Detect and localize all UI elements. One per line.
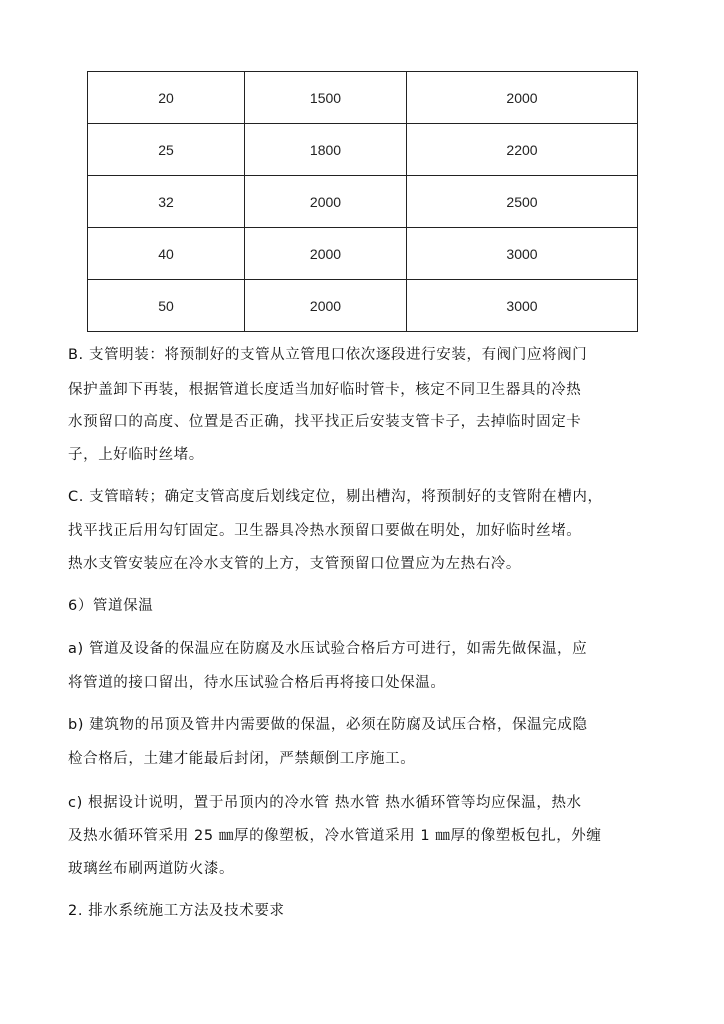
paragraph-b-line: 水预留口的高度、位置是否正确，找平找正后安装支管卡子，去掉临时固定卡 bbox=[68, 414, 582, 430]
paragraph-c-line: C. 支管暗转；确定支管高度后划线定位，剔出槽沟，将预制好的支管附在槽内， bbox=[68, 489, 603, 505]
paragraph-c-line: 热水支管安装应在冷水支管的上方，支管预留口位置应为左热右冷。 bbox=[68, 556, 521, 572]
table-cell: 25 bbox=[88, 124, 245, 176]
table-cell: 50 bbox=[88, 280, 245, 332]
section-heading: 6）管道保温 bbox=[68, 598, 154, 614]
table-cell: 2500 bbox=[407, 176, 638, 228]
table-cell: 2000 bbox=[245, 176, 407, 228]
paragraph-a-line: a) 管道及设备的保温应在防腐及水压试验合格后方可进行，如需先做保温，应 bbox=[68, 641, 588, 657]
table-cell: 2000 bbox=[407, 72, 638, 124]
table-cell: 40 bbox=[88, 228, 245, 280]
paragraph-c-line: 找平找正后用勾钉固定。卫生器具冷热水预留口要做在明处，加好临时丝堵。 bbox=[68, 523, 582, 539]
table-cell: 1500 bbox=[245, 72, 407, 124]
table-cell: 3000 bbox=[407, 228, 638, 280]
paragraph-b2-line: b) 建筑物的吊顶及管井内需要做的保温，必须在防腐及试压合格，保温完成隐 bbox=[68, 717, 588, 733]
table-cell: 1800 bbox=[245, 124, 407, 176]
section-heading: 2. 排水系统施工方法及技术要求 bbox=[68, 903, 285, 919]
pipe-support-spacing-table bbox=[87, 71, 638, 332]
table-row bbox=[88, 176, 638, 228]
paragraph-b-line: B. 支管明装：将预制好的支管从立管甩口依次逐段进行安装，有阀门应将阀门 bbox=[68, 347, 588, 363]
paragraph-b-line: 保护盖卸下再装，根据管道长度适当加好临时管卡，核定不同卫生器具的冷热 bbox=[68, 382, 582, 398]
table-row bbox=[88, 72, 638, 124]
table-row bbox=[88, 124, 638, 176]
table-row bbox=[88, 228, 638, 280]
paragraph-b-line: 子，上好临时丝堵。 bbox=[68, 447, 204, 463]
table-cell: 2000 bbox=[245, 228, 407, 280]
table-row bbox=[88, 280, 638, 332]
paragraph-a-line: 将管道的接口留出，待水压试验合格后再将接口处保温。 bbox=[68, 675, 446, 691]
table-cell: 2000 bbox=[245, 280, 407, 332]
table-cell: 2200 bbox=[407, 124, 638, 176]
paragraph-c2-line: c) 根据设计说明，置于吊顶内的冷水管 热水管 热水循环管等均应保温，热水 bbox=[68, 795, 582, 811]
table-cell: 32 bbox=[88, 176, 245, 228]
paragraph-c2-line: 及热水循环管采用 25 ㎜厚的像塑板，冷水管道采用 1 ㎜厚的像塑板包扎，外缠 bbox=[68, 828, 602, 844]
table-cell: 3000 bbox=[407, 280, 638, 332]
paragraph-b2-line: 检合格后，土建才能最后封闭，严禁颠倒工序施工。 bbox=[68, 751, 416, 767]
table-cell: 20 bbox=[88, 72, 245, 124]
paragraph-c2-line: 玻璃丝布刷两道防火漆。 bbox=[68, 861, 235, 877]
